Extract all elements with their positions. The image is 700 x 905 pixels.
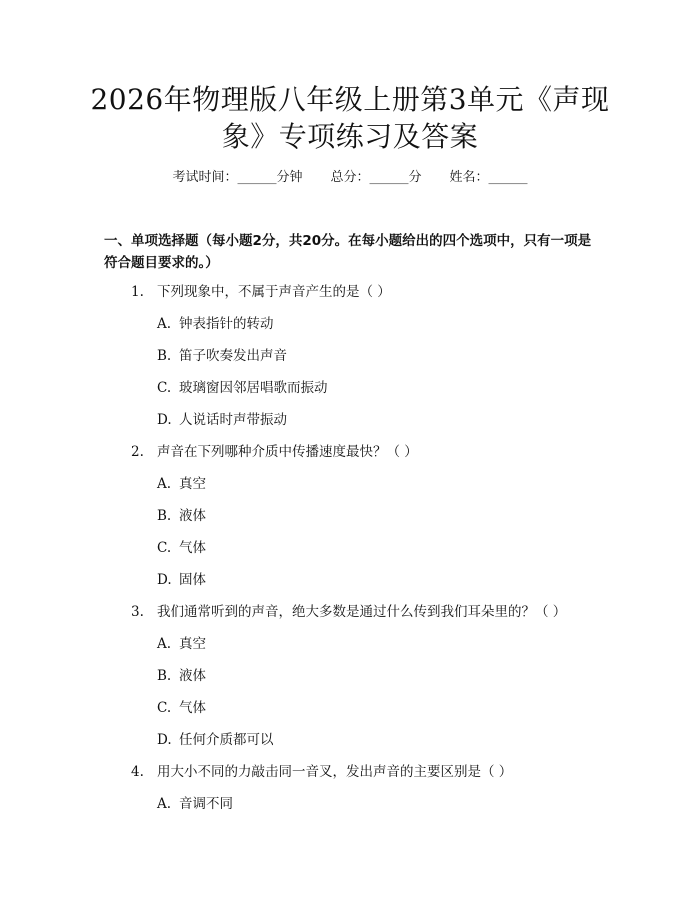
exam-time-unit: 分钟 — [276, 170, 303, 185]
question-2-option-b — [157, 507, 206, 525]
option-text: 笛子吹奏发出声音 — [179, 348, 287, 364]
question-3-option-b — [157, 667, 206, 685]
exam-time-field — [172, 169, 302, 187]
exam-info-row — [0, 169, 700, 187]
question-text: 用大小不同的力敲击同一音叉，发出声音的主要区别是（ ） — [157, 764, 513, 780]
question-number: 3. — [131, 604, 144, 620]
option-text: 玻璃窗因邻居唱歌而振动 — [179, 380, 328, 396]
question-text: 声音在下列哪种介质中传播速度最快？（ ） — [157, 444, 418, 460]
document-title-line-2: 象》专项练习及答案 — [221, 120, 479, 153]
question-3-option-a — [157, 635, 206, 653]
question-text: 我们通常听到的声音，绝大多数是通过什么传到我们耳朵里的？（ ） — [157, 604, 567, 620]
section-heading-single-choice: 一、单项选择题（每小题2分，共20分。在每小题给出的四个选项中，只有一项是符合题目要求的。） — [104, 233, 592, 271]
option-letter: A. — [157, 476, 172, 492]
question-number: 1. — [131, 284, 144, 300]
question-number: 4. — [131, 764, 144, 780]
option-letter: B. — [157, 508, 172, 524]
option-text: 人说话时声带振动 — [179, 412, 287, 428]
question-number: 2. — [131, 444, 144, 460]
option-letter: C. — [157, 700, 172, 716]
question-2 — [131, 443, 418, 461]
option-letter: D. — [157, 412, 172, 428]
option-text: 液体 — [179, 668, 206, 684]
question-text: 下列现象中，不属于声音产生的是（ ） — [157, 284, 391, 300]
option-text: 气体 — [179, 540, 206, 556]
option-text: 真空 — [179, 636, 206, 652]
option-text: 音调不同 — [179, 796, 233, 812]
option-letter: A. — [157, 636, 172, 652]
question-2-option-d — [157, 571, 206, 589]
option-letter: B. — [157, 668, 172, 684]
option-letter: B. — [157, 348, 172, 364]
question-3-option-c — [157, 699, 206, 717]
option-letter: A. — [157, 316, 172, 332]
option-text: 任何介质都可以 — [179, 732, 274, 748]
total-score-blank: ______ — [369, 170, 409, 185]
document-title-line-1: 2026年物理版八年级上册第3单元《声现 — [90, 83, 610, 116]
option-letter: C. — [157, 540, 172, 556]
question-1-option-d — [157, 411, 287, 429]
question-3 — [131, 603, 566, 621]
option-text: 固体 — [179, 572, 206, 588]
student-name-field — [450, 169, 528, 187]
student-name-label: 姓名： — [449, 170, 489, 185]
question-1-option-a — [157, 315, 274, 333]
exam-time-blank: ______ — [237, 170, 277, 185]
option-text: 真空 — [179, 476, 206, 492]
total-score-label: 总分： — [330, 170, 370, 185]
question-2-option-c — [157, 539, 206, 557]
exam-time-label: 考试时间： — [172, 170, 238, 185]
total-score-field — [330, 169, 421, 187]
option-letter: C. — [157, 380, 172, 396]
option-letter: D. — [157, 732, 172, 748]
question-1 — [131, 283, 391, 301]
student-name-blank: ______ — [488, 170, 528, 185]
option-text: 钟表指针的转动 — [179, 316, 274, 332]
question-4 — [131, 763, 512, 781]
option-letter: D. — [157, 572, 172, 588]
question-4-option-a — [157, 795, 233, 813]
option-text: 气体 — [179, 700, 206, 716]
question-3-option-d — [157, 731, 274, 749]
question-1-option-c — [157, 379, 328, 397]
total-score-unit: 分 — [408, 170, 422, 185]
question-1-option-b — [157, 347, 287, 365]
question-2-option-a — [157, 475, 206, 493]
option-text: 液体 — [179, 508, 206, 524]
option-letter: A. — [157, 796, 172, 812]
